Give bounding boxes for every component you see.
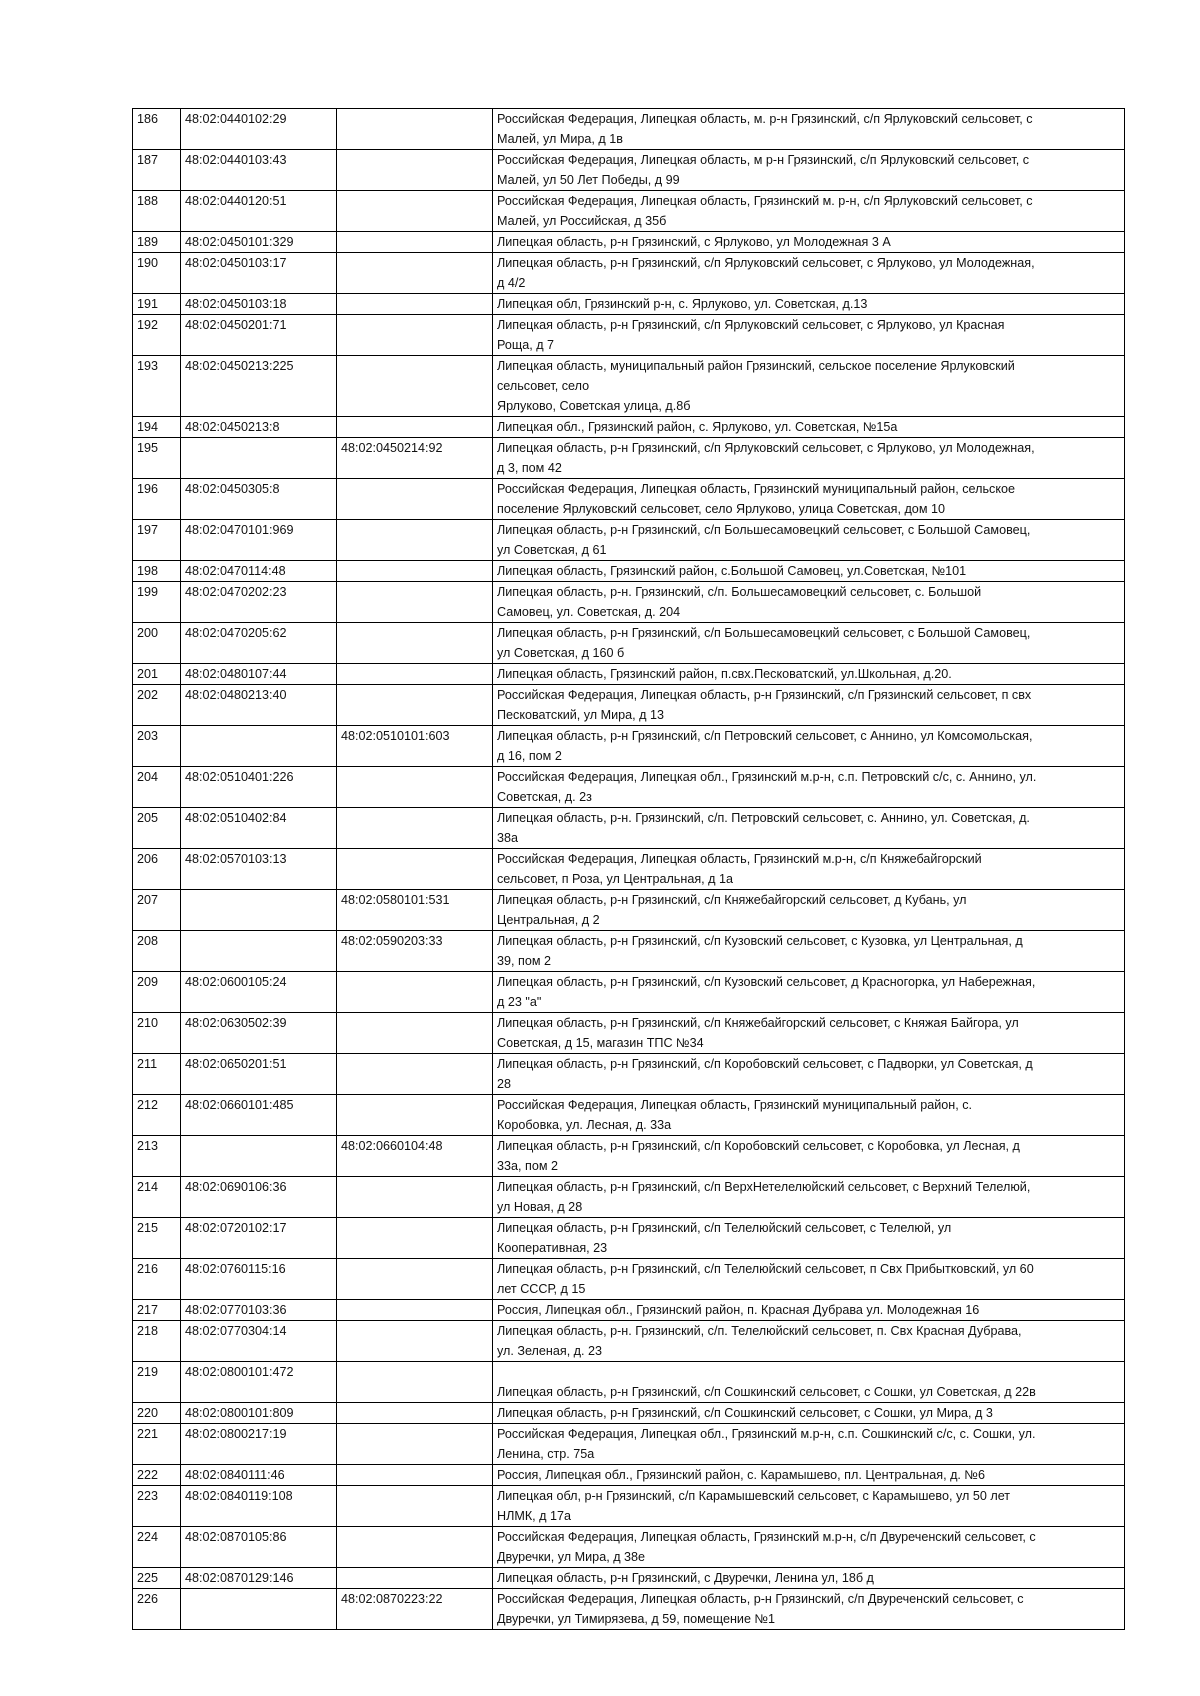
cadastral-number-cell: 48:02:0870129:146 — [181, 1568, 337, 1589]
row-number-cell: 215 — [133, 1218, 181, 1259]
property-registry-table — [132, 108, 1125, 1630]
row-number-cell: 214 — [133, 1177, 181, 1218]
room-cadastral-number-cell — [337, 972, 493, 1013]
row-number-cell: 226 — [133, 1589, 181, 1630]
address-cell: Липецкая область, р-н Грязинский, с/п Большесамовецкий сельсовет, с Большой Самовец, ул Советская, д 61 — [493, 520, 1125, 561]
table-row — [133, 767, 1125, 808]
cadastral-number-cell: 48:02:0470114:48 — [181, 561, 337, 582]
table-row — [133, 253, 1125, 294]
row-number-cell: 187 — [133, 150, 181, 191]
row-number-cell: 198 — [133, 561, 181, 582]
room-cadastral-number-cell — [337, 150, 493, 191]
room-cadastral-number-cell — [337, 232, 493, 253]
address-cell: Российская Федерация, Липецкая область, Грязинский муниципальный район, сельское поселение Ярлуковский сельсовет, село Ярлуково, улица Советская, дом 10 — [493, 479, 1125, 520]
room-cadastral-number-cell — [337, 1177, 493, 1218]
document-page — [132, 108, 1124, 1630]
address-cell: Липецкая область, Грязинский район, п.свх.Песковатский, ул.Школьная, д.20. — [493, 664, 1125, 685]
table-row — [133, 1095, 1125, 1136]
row-number-cell: 219 — [133, 1362, 181, 1403]
cadastral-number-cell: 48:02:0440103:43 — [181, 150, 337, 191]
address-cell: Липецкая область, р-н Грязинский, с/п Сошкинский сельсовет, с Сошки, ул Советская, д 22в — [493, 1362, 1125, 1403]
cadastral-number-cell: 48:02:0470101:969 — [181, 520, 337, 561]
address-cell: Липецкая обл, Грязинский р-н, с. Ярлуково, ул. Советская, д.13 — [493, 294, 1125, 315]
room-cadastral-number-cell — [337, 561, 493, 582]
cadastral-number-cell: 48:02:0870105:86 — [181, 1527, 337, 1568]
address-cell: Российская Федерация, Липецкая обл., Грязинский м.р-н, с.п. Сошкинский с/с, с. Сошки, ул. Ленина, стр. 75а — [493, 1424, 1125, 1465]
table-row — [133, 1527, 1125, 1568]
row-number-cell: 207 — [133, 890, 181, 931]
row-number-cell: 204 — [133, 767, 181, 808]
table-row — [133, 1568, 1125, 1589]
table-row — [133, 1362, 1125, 1403]
cadastral-number-cell: 48:02:0470202:23 — [181, 582, 337, 623]
room-cadastral-number-cell — [337, 356, 493, 417]
room-cadastral-number-cell: 48:02:0660104:48 — [337, 1136, 493, 1177]
cadastral-number-cell — [181, 931, 337, 972]
cadastral-number-cell — [181, 1136, 337, 1177]
cadastral-number-cell: 48:02:0800101:809 — [181, 1403, 337, 1424]
row-number-cell: 196 — [133, 479, 181, 520]
table-row — [133, 1054, 1125, 1095]
table-row — [133, 1300, 1125, 1321]
address-cell: Российская Федерация, Липецкая область, р-н Грязинский, с/п Двуреченский сельсовет, с Двуречки, ул Тимирязева, д 59, помещение №1 — [493, 1589, 1125, 1630]
address-cell: Липецкая область, р-н Грязинский, с/п Большесамовецкий сельсовет, с Большой Самовец, ул Советская, д 160 б — [493, 623, 1125, 664]
table-row — [133, 520, 1125, 561]
room-cadastral-number-cell — [337, 1218, 493, 1259]
address-cell: Россия, Липецкая обл., Грязинский район, с. Карамышево, пл. Центральная, д. №6 — [493, 1465, 1125, 1486]
room-cadastral-number-cell — [337, 767, 493, 808]
row-number-cell: 210 — [133, 1013, 181, 1054]
row-number-cell: 216 — [133, 1259, 181, 1300]
address-cell: Липецкая область, р-н Грязинский, с/п Ярлуковский сельсовет, с Ярлуково, ул Красная Роща, д 7 — [493, 315, 1125, 356]
room-cadastral-number-cell — [337, 1568, 493, 1589]
table-row — [133, 417, 1125, 438]
room-cadastral-number-cell — [337, 315, 493, 356]
room-cadastral-number-cell — [337, 417, 493, 438]
table-row — [133, 685, 1125, 726]
row-number-cell: 209 — [133, 972, 181, 1013]
address-cell: Российская Федерация, Липецкая область, Грязинский муниципальный район, с. Коробовка, ул. Лесная, д. 33а — [493, 1095, 1125, 1136]
address-cell: Липецкая область, р-н Грязинский, с/п Кузовский сельсовет, с Кузовка, ул Центральная, д 39, пом 2 — [493, 931, 1125, 972]
cadastral-number-cell — [181, 726, 337, 767]
room-cadastral-number-cell — [337, 1486, 493, 1527]
row-number-cell: 193 — [133, 356, 181, 417]
room-cadastral-number-cell — [337, 1054, 493, 1095]
address-cell: Липецкая область, Грязинский район, с.Большой Самовец, ул.Советская, №101 — [493, 561, 1125, 582]
room-cadastral-number-cell — [337, 1095, 493, 1136]
table-row — [133, 726, 1125, 767]
address-cell: Липецкая область, р-н. Грязинский, с/п. Петровский сельсовет, с. Аннино, ул. Советская, д. 38а — [493, 808, 1125, 849]
room-cadastral-number-cell — [337, 1465, 493, 1486]
room-cadastral-number-cell: 48:02:0870223:22 — [337, 1589, 493, 1630]
row-number-cell: 222 — [133, 1465, 181, 1486]
address-cell: Липецкая область, р-н Грязинский, с/п Кузовский сельсовет, д Красногорка, ул Набережная, д 23 "а" — [493, 972, 1125, 1013]
cadastral-number-cell: 48:02:0450101:329 — [181, 232, 337, 253]
cadastral-number-cell: 48:02:0800217:19 — [181, 1424, 337, 1465]
table-row — [133, 561, 1125, 582]
table-row — [133, 808, 1125, 849]
cadastral-number-cell — [181, 1589, 337, 1630]
room-cadastral-number-cell — [337, 1362, 493, 1403]
table-row — [133, 1259, 1125, 1300]
address-cell: Липецкая область, муниципальный район Грязинский, сельское поселение Ярлуковский сельсовет, село Ярлуково, Советская улица, д.8б — [493, 356, 1125, 417]
row-number-cell: 188 — [133, 191, 181, 232]
room-cadastral-number-cell: 48:02:0450214:92 — [337, 438, 493, 479]
table-row — [133, 1589, 1125, 1630]
room-cadastral-number-cell — [337, 1013, 493, 1054]
address-cell: Россия, Липецкая обл., Грязинский район, п. Красная Дубрава ул. Молодежная 16 — [493, 1300, 1125, 1321]
row-number-cell: 223 — [133, 1486, 181, 1527]
row-number-cell: 197 — [133, 520, 181, 561]
row-number-cell: 206 — [133, 849, 181, 890]
address-cell: Российская Федерация, Липецкая область, Грязинский м.р-н, с/п Двуреченский сельсовет, с Двуречки, ул Мира, д 38е — [493, 1527, 1125, 1568]
address-cell: Липецкая область, р-н Грязинский, с Ярлуково, ул Молодежная 3 А — [493, 232, 1125, 253]
address-cell: Российская Федерация, Липецкая область, р-н Грязинский, с/п Грязинский сельсовет, п свх Песковатский, ул Мира, д 13 — [493, 685, 1125, 726]
room-cadastral-number-cell — [337, 582, 493, 623]
row-number-cell: 218 — [133, 1321, 181, 1362]
address-cell: Липецкая область, р-н Грязинский, с/п Ярлуковский сельсовет, с Ярлуково, ул Молодежная, д 4/2 — [493, 253, 1125, 294]
cadastral-number-cell: 48:02:0470205:62 — [181, 623, 337, 664]
table-row — [133, 623, 1125, 664]
cadastral-number-cell: 48:02:0720102:17 — [181, 1218, 337, 1259]
cadastral-number-cell: 48:02:0440120:51 — [181, 191, 337, 232]
address-cell: Липецкая область, р-н. Грязинский, с/п. Большесамовецкий сельсовет, с. Большой Самовец, ул. Советская, д. 204 — [493, 582, 1125, 623]
cadastral-number-cell: 48:02:0510402:84 — [181, 808, 337, 849]
row-number-cell: 192 — [133, 315, 181, 356]
table-row — [133, 664, 1125, 685]
room-cadastral-number-cell — [337, 520, 493, 561]
cadastral-number-cell: 48:02:0760115:16 — [181, 1259, 337, 1300]
cadastral-number-cell: 48:02:0480107:44 — [181, 664, 337, 685]
address-cell: Липецкая область, р-н Грязинский, с/п ВерхНетелелюйский сельсовет, с Верхний Телелюй, ул Новая, д 28 — [493, 1177, 1125, 1218]
row-number-cell: 217 — [133, 1300, 181, 1321]
cadastral-number-cell: 48:02:0510401:226 — [181, 767, 337, 808]
table-row — [133, 1403, 1125, 1424]
cadastral-number-cell: 48:02:0450213:8 — [181, 417, 337, 438]
table-row — [133, 109, 1125, 150]
address-cell: Российская Федерация, Липецкая область, м р-н Грязинский, с/п Ярлуковский сельсовет, с Малей, ул 50 Лет Победы, д 99 — [493, 150, 1125, 191]
room-cadastral-number-cell — [337, 253, 493, 294]
table-row — [133, 315, 1125, 356]
address-cell: Липецкая область, р-н Грязинский, с/п Ярлуковский сельсовет, с Ярлуково, ул Молодежная, д 3, пом 42 — [493, 438, 1125, 479]
cadastral-number-cell: 48:02:0440102:29 — [181, 109, 337, 150]
room-cadastral-number-cell: 48:02:0590203:33 — [337, 931, 493, 972]
table-row — [133, 1218, 1125, 1259]
address-cell: Липецкая область, р-н Грязинский, с/п Коробовский сельсовет, с Коробовка, ул Лесная, д 33а, пом 2 — [493, 1136, 1125, 1177]
address-cell: Российская Федерация, Липецкая область, Грязинский м. р-н, с/п Ярлуковский сельсовет, с Малей, ул Российская, д 35б — [493, 191, 1125, 232]
address-cell: Липецкая область, р-н. Грязинский, с/п. Телелюйский сельсовет, п. Свх Красная Дубрава, ул. Зеленая, д. 23 — [493, 1321, 1125, 1362]
table-row — [133, 232, 1125, 253]
row-number-cell: 202 — [133, 685, 181, 726]
room-cadastral-number-cell — [337, 1259, 493, 1300]
cadastral-number-cell: 48:02:0450201:71 — [181, 315, 337, 356]
row-number-cell: 199 — [133, 582, 181, 623]
table-row — [133, 1486, 1125, 1527]
row-number-cell: 201 — [133, 664, 181, 685]
cadastral-number-cell: 48:02:0630502:39 — [181, 1013, 337, 1054]
cadastral-number-cell: 48:02:0450103:17 — [181, 253, 337, 294]
row-number-cell: 208 — [133, 931, 181, 972]
address-cell: Липецкая область, р-н Грязинский, с/п Телелюйский сельсовет, с Телелюй, ул Кооперативная, 23 — [493, 1218, 1125, 1259]
address-cell: Липецкая обл, р-н Грязинский, с/п Карамышевский сельсовет, с Карамышево, ул 50 лет НЛМК, д 17а — [493, 1486, 1125, 1527]
row-number-cell: 205 — [133, 808, 181, 849]
row-number-cell: 194 — [133, 417, 181, 438]
address-cell: Липецкая область, р-н Грязинский, с/п Коробовский сельсовет, с Падворки, ул Советская, д 28 — [493, 1054, 1125, 1095]
room-cadastral-number-cell — [337, 664, 493, 685]
address-cell: Липецкая область, р-н Грязинский, с/п Сошкинский сельсовет, с Сошки, ул Мира, д 3 — [493, 1403, 1125, 1424]
cadastral-number-cell: 48:02:0690106:36 — [181, 1177, 337, 1218]
cadastral-number-cell: 48:02:0450103:18 — [181, 294, 337, 315]
cadastral-number-cell: 48:02:0840119:108 — [181, 1486, 337, 1527]
cadastral-number-cell: 48:02:0770103:36 — [181, 1300, 337, 1321]
room-cadastral-number-cell — [337, 109, 493, 150]
room-cadastral-number-cell — [337, 294, 493, 315]
room-cadastral-number-cell — [337, 479, 493, 520]
table-row — [133, 479, 1125, 520]
address-cell: Российская Федерация, Липецкая область, Грязинский м.р-н, с/п Княжебайгорский сельсовет, п Роза, ул Центральная, д 1а — [493, 849, 1125, 890]
row-number-cell: 221 — [133, 1424, 181, 1465]
table-row — [133, 1013, 1125, 1054]
row-number-cell: 200 — [133, 623, 181, 664]
address-cell: Липецкая область, р-н Грязинский, с/п Телелюйский сельсовет, п Свх Прибытковский, ул 60 лет СССР, д 15 — [493, 1259, 1125, 1300]
room-cadastral-number-cell — [337, 685, 493, 726]
row-number-cell: 190 — [133, 253, 181, 294]
table-row — [133, 582, 1125, 623]
row-number-cell: 224 — [133, 1527, 181, 1568]
room-cadastral-number-cell: 48:02:0510101:603 — [337, 726, 493, 767]
address-cell: Липецкая область, р-н Грязинский, с/п Княжебайгорский сельсовет, д Кубань, ул Центральная, д 2 — [493, 890, 1125, 931]
row-number-cell: 211 — [133, 1054, 181, 1095]
address-cell: Российская Федерация, Липецкая область, м. р-н Грязинский, с/п Ярлуковский сельсовет, с Малей, ул Мира, д 1в — [493, 109, 1125, 150]
table-row — [133, 294, 1125, 315]
cadastral-number-cell: 48:02:0840111:46 — [181, 1465, 337, 1486]
table-row — [133, 972, 1125, 1013]
room-cadastral-number-cell — [337, 1321, 493, 1362]
address-cell: Липецкая область, р-н Грязинский, с Двуречки, Ленина ул, 18б д — [493, 1568, 1125, 1589]
table-row — [133, 191, 1125, 232]
address-cell: Липецкая область, р-н Грязинский, с/п Петровский сельсовет, с Аннино, ул Комсомольская, д 16, пом 2 — [493, 726, 1125, 767]
row-number-cell: 220 — [133, 1403, 181, 1424]
cadastral-number-cell: 48:02:0660101:485 — [181, 1095, 337, 1136]
room-cadastral-number-cell — [337, 1424, 493, 1465]
cadastral-number-cell: 48:02:0450305:8 — [181, 479, 337, 520]
room-cadastral-number-cell — [337, 191, 493, 232]
room-cadastral-number-cell — [337, 1300, 493, 1321]
row-number-cell: 189 — [133, 232, 181, 253]
room-cadastral-number-cell: 48:02:0580101:531 — [337, 890, 493, 931]
cadastral-number-cell: 48:02:0600105:24 — [181, 972, 337, 1013]
cadastral-number-cell: 48:02:0650201:51 — [181, 1054, 337, 1095]
room-cadastral-number-cell — [337, 808, 493, 849]
row-number-cell: 203 — [133, 726, 181, 767]
table-row — [133, 1321, 1125, 1362]
cadastral-number-cell: 48:02:0480213:40 — [181, 685, 337, 726]
registry-table-body — [133, 109, 1125, 1630]
row-number-cell: 213 — [133, 1136, 181, 1177]
room-cadastral-number-cell — [337, 1403, 493, 1424]
table-row — [133, 931, 1125, 972]
cadastral-number-cell — [181, 438, 337, 479]
row-number-cell: 195 — [133, 438, 181, 479]
address-cell: Российская Федерация, Липецкая обл., Грязинский м.р-н, с.п. Петровский с/с, с. Аннино, ул. Советская, д. 2з — [493, 767, 1125, 808]
table-row — [133, 890, 1125, 931]
table-row — [133, 1136, 1125, 1177]
cadastral-number-cell — [181, 890, 337, 931]
cadastral-number-cell: 48:02:0450213:225 — [181, 356, 337, 417]
table-row — [133, 1465, 1125, 1486]
room-cadastral-number-cell — [337, 1527, 493, 1568]
table-row — [133, 150, 1125, 191]
table-row — [133, 1424, 1125, 1465]
table-row — [133, 356, 1125, 417]
table-row — [133, 849, 1125, 890]
table-row — [133, 438, 1125, 479]
cadastral-number-cell: 48:02:0570103:13 — [181, 849, 337, 890]
room-cadastral-number-cell — [337, 623, 493, 664]
address-cell: Липецкая обл., Грязинский район, с. Ярлуково, ул. Советская, №15а — [493, 417, 1125, 438]
row-number-cell: 191 — [133, 294, 181, 315]
row-number-cell: 186 — [133, 109, 181, 150]
cadastral-number-cell: 48:02:0800101:472 — [181, 1362, 337, 1403]
address-cell: Липецкая область, р-н Грязинский, с/п Княжебайгорский сельсовет, с Княжая Байгора, ул Советская, д 15, магазин ТПС №34 — [493, 1013, 1125, 1054]
row-number-cell: 212 — [133, 1095, 181, 1136]
room-cadastral-number-cell — [337, 849, 493, 890]
table-row — [133, 1177, 1125, 1218]
cadastral-number-cell: 48:02:0770304:14 — [181, 1321, 337, 1362]
row-number-cell: 225 — [133, 1568, 181, 1589]
